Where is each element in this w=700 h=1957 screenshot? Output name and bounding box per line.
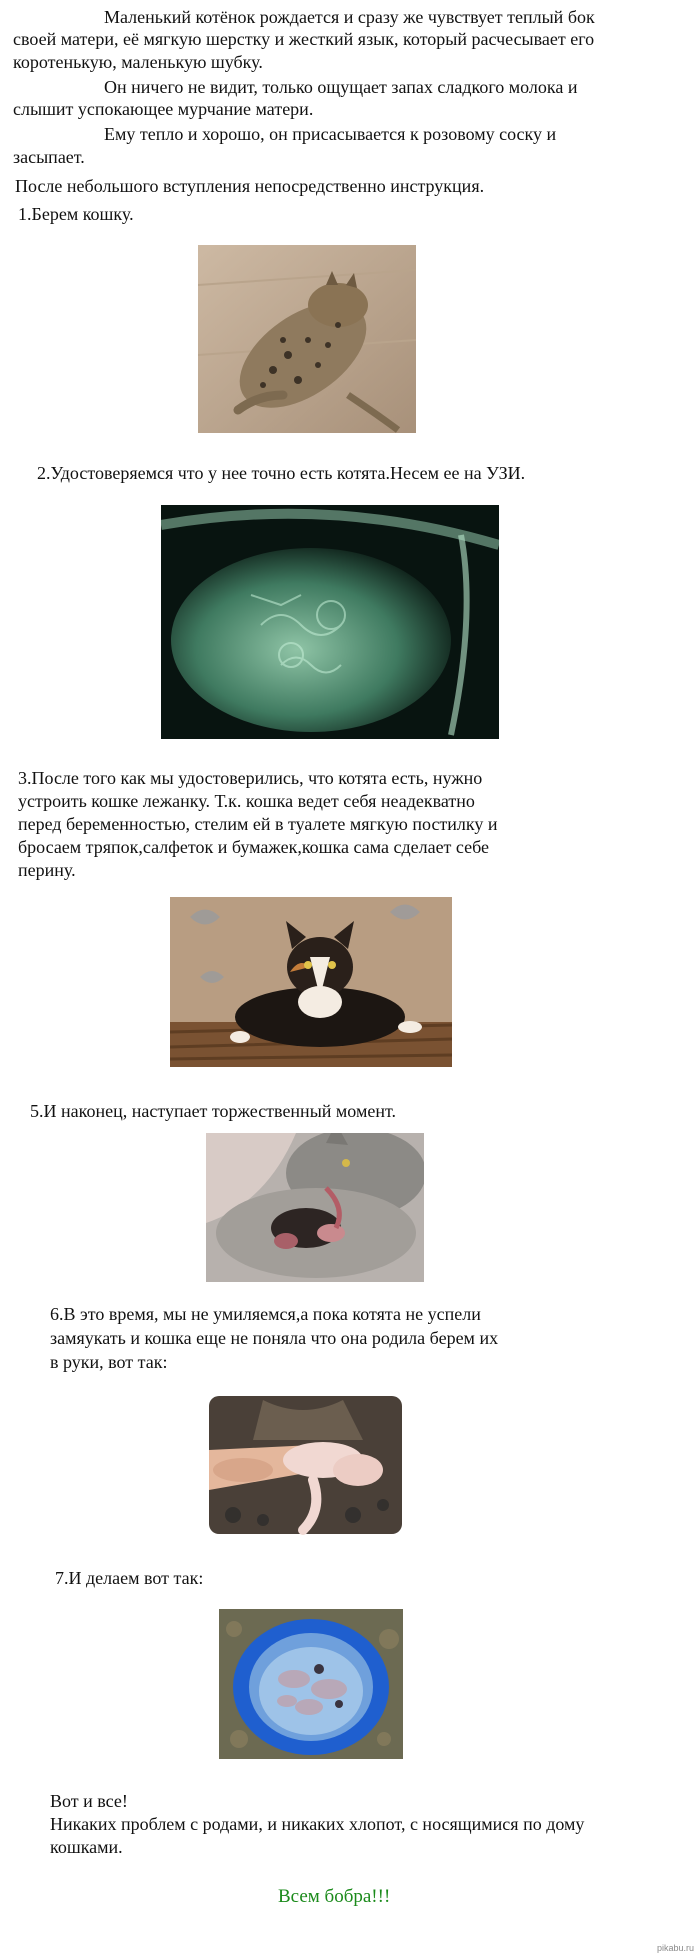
intro-line: своей матери, её мягкую шерстку и жесткий язык, который расчесывает его xyxy=(13,29,595,49)
ending-line: Никаких проблем с родами, и никаких хлопот, с носящимися по дому xyxy=(50,1814,585,1834)
step-6-line: в руки, вот так: xyxy=(50,1352,168,1372)
ending-line: Вот и все! xyxy=(50,1791,128,1811)
step-3-line: 3.После того как мы удостоверились, что котята есть, нужно xyxy=(18,768,483,788)
intro-line: засыпает. xyxy=(13,147,85,167)
cat-giving-birth-photo xyxy=(206,1133,424,1282)
intro-line: коротенькую, маленькую шубку. xyxy=(13,52,263,72)
step-6-line: 6.В это время, мы не умиляемся,а пока котята не успели xyxy=(50,1304,481,1324)
intro-line: Маленький котёнок рождается и сразу же чувствует теплый бок xyxy=(104,7,595,27)
hand-holding-kittens-photo xyxy=(203,1390,408,1540)
cat-on-bedding-photo xyxy=(170,897,452,1067)
closing-text: Всем бобра!!! xyxy=(278,1886,391,1907)
kittens-in-bucket-photo xyxy=(219,1609,403,1759)
intro-line: Ему тепло и хорошо, он присасывается к розовому соску и xyxy=(104,124,557,144)
step-6-line: замяукать и кошка еще не поняла что она родила берем их xyxy=(50,1328,499,1348)
cat-lying-photo xyxy=(198,245,416,433)
step-5-text: 5.И наконец, наступает торжественный момент. xyxy=(30,1101,396,1121)
step-3-line: бросаем тряпок,салфеток и бумажек,кошка сама сделает себе xyxy=(18,837,490,857)
watermark: pikabu.ru xyxy=(656,1943,694,1953)
intro-line: слышит успокающее мурчание матери. xyxy=(13,99,314,119)
ending-line: кошками. xyxy=(50,1837,123,1857)
step-1-text: 1.Берем кошку. xyxy=(18,204,134,224)
intro-line: Он ничего не видит, только ощущает запах сладкого молока и xyxy=(104,77,578,97)
step-2-text: 2.Удостоверяемся что у нее точно есть котята.Несем ее на УЗИ. xyxy=(37,463,526,483)
step-7-text: 7.И делаем вот так: xyxy=(55,1568,204,1588)
step-3-line: устроить кошке лежанку. Т.к. кошка ведет себя неадекватно xyxy=(18,791,475,811)
step-3-line: перед беременностью, стелим ей в туалете мягкую постилку и xyxy=(18,814,498,834)
lead-text: После небольшого вступления непосредственно инструкция. xyxy=(15,176,485,196)
xray-photo xyxy=(161,505,499,739)
step-3-line: перину. xyxy=(18,860,76,880)
